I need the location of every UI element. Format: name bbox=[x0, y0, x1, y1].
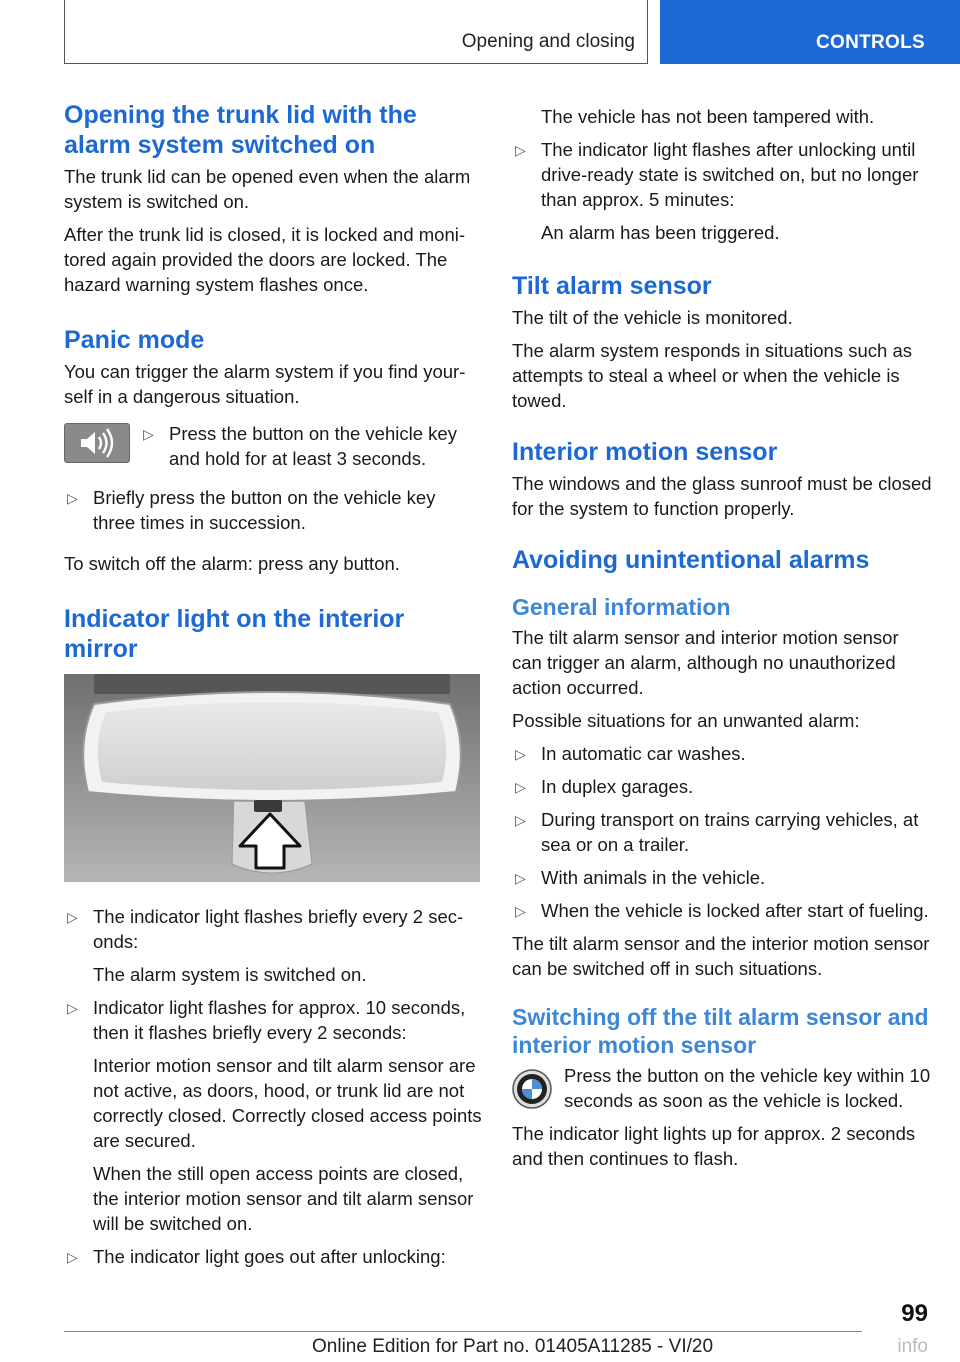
triangle-bullet-icon: ▷ bbox=[515, 746, 526, 762]
bmw-key-button-icon bbox=[512, 1069, 552, 1109]
para-motion: The windows and the glass sunroof must be closed for the system to function properly. bbox=[512, 473, 932, 519]
para-switch-1: Press the button on the vehicle key within 10 seconds as soon as the vehicle is locked. bbox=[564, 1065, 931, 1111]
page-number: 99 bbox=[901, 1300, 928, 1327]
heading-tilt-alarm: Tilt alarm sensor bbox=[512, 272, 712, 300]
list-item: ▷ Briefly press the button on the vehicle key three times in succession. bbox=[67, 487, 436, 533]
para-not-tampered: The vehicle has not been tampered with. bbox=[541, 106, 875, 127]
para-general-1: The tilt alarm sensor and interior motion sensor can trigger an alarm, although no unauthorized action occurred. bbox=[512, 627, 899, 698]
list-item: ▷ When the vehicle is locked after start of fueling. bbox=[512, 898, 932, 923]
triangle-bullet-icon: ▷ bbox=[143, 426, 154, 442]
triangle-bullet-icon: ▷ bbox=[67, 1000, 78, 1016]
triangle-bullet-icon: ▷ bbox=[515, 812, 526, 828]
list-item: ▷ The indicator light flashes briefly every 2 seconds: The alarm system is switched on. bbox=[67, 906, 464, 985]
triangle-bullet-icon: ▷ bbox=[515, 903, 526, 919]
header-chapter-label: CONTROLS bbox=[816, 32, 926, 53]
para-switch-2: The indicator light lights up for approx. 2 seconds and then continues to flash. bbox=[512, 1123, 916, 1169]
para-trunk-2: After the trunk lid is closed, it is locked and monitored again provided the doors are locked. The hazard warning system flashes once. bbox=[64, 224, 466, 295]
heading-switching-off-sensors: Switching off the tilt alarm sensor and interior motion sensor bbox=[512, 1004, 929, 1058]
triangle-bullet-icon: ▷ bbox=[67, 909, 78, 925]
footer-divider bbox=[64, 1331, 862, 1332]
triangle-bullet-icon: ▷ bbox=[515, 870, 526, 886]
list-item: ▷ During transport on trains carrying vehicles, at sea or on a trailer. bbox=[515, 809, 919, 855]
heading-indicator-light: Indicator light on the interior mirror bbox=[64, 605, 405, 663]
list-item: ▷ With animals in the vehicle. bbox=[512, 865, 932, 890]
header-section-box bbox=[64, 0, 648, 64]
panic-key-row bbox=[64, 421, 482, 475]
para-switch-off-alarm: To switch off the alarm: press any button. bbox=[64, 553, 400, 574]
heading-panic-mode: Panic mode bbox=[64, 326, 205, 354]
para-panic: You can trigger the alarm system if you find yourself in a dangerous situation. bbox=[64, 361, 466, 407]
triangle-bullet-icon: ▷ bbox=[515, 142, 526, 158]
list-item: ▷ In duplex garages. bbox=[512, 774, 932, 799]
triangle-bullet-icon: ▷ bbox=[67, 1249, 78, 1265]
list-item: ▷ Indicator light flashes for approx. 10 seconds, then it flashes briefly every 2 seconds: Interior motion sensor and tilt alarm sensor are not active, as doors, hood, or trunk lid are not correctly closed. Correctly closed access points are secured. When the still open access points are closed, the interior motion sensor and tilt alarm sensor will be switched on. bbox=[67, 997, 482, 1234]
list-item: ▷ Press the button on the vehicle key and hold for at least 3 seconds. bbox=[143, 423, 457, 469]
heading-interior-motion: Interior motion sensor bbox=[512, 438, 778, 466]
heading-avoiding-alarms: Avoiding unintentional alarms bbox=[512, 546, 870, 574]
interior-mirror-image bbox=[64, 674, 480, 882]
para-trunk-1: The trunk lid can be opened even when the alarm system is switched on. bbox=[64, 166, 471, 212]
para-tilt-1: The tilt of the vehicle is monitored. bbox=[512, 307, 793, 328]
right-column bbox=[512, 100, 932, 1179]
triangle-bullet-icon: ▷ bbox=[515, 779, 526, 795]
footer-edition: Online Edition for Part no. 01405A11285 - VI/20 bbox=[312, 1336, 714, 1357]
triangle-bullet-icon: ▷ bbox=[67, 490, 78, 506]
para-general-2: Possible situations for an unwanted alarm: bbox=[512, 710, 860, 731]
list-item: ▷ The indicator light flashes after unlocking until drive-ready state is switched on, but no longer than approx. 5 minutes: An alarm has been triggered. bbox=[515, 139, 919, 243]
para-tilt-2: The alarm system responds in situations such as attempts to steal a wheel or when the vehicle is towed. bbox=[512, 340, 912, 411]
panic-button-icon bbox=[64, 423, 130, 463]
header-chapter-tab[interactable] bbox=[660, 0, 960, 64]
heading-general-info: General information bbox=[512, 594, 731, 620]
list-item: ▷ In automatic car washes. bbox=[512, 741, 932, 766]
heading-trunk-lid: Opening the trunk lid with the alarm system switched on bbox=[64, 101, 417, 159]
list-item: ▷ The indicator light goes out after unlocking: bbox=[64, 1244, 482, 1269]
para-general-3: The tilt alarm sensor and the interior motion sensor can be switched off in such situations. bbox=[512, 933, 930, 979]
left-column bbox=[64, 100, 482, 1277]
header-section-title: Opening and closing bbox=[461, 31, 635, 52]
footer-watermark: info bbox=[897, 1336, 928, 1357]
bmw-key-row bbox=[512, 1063, 932, 1113]
